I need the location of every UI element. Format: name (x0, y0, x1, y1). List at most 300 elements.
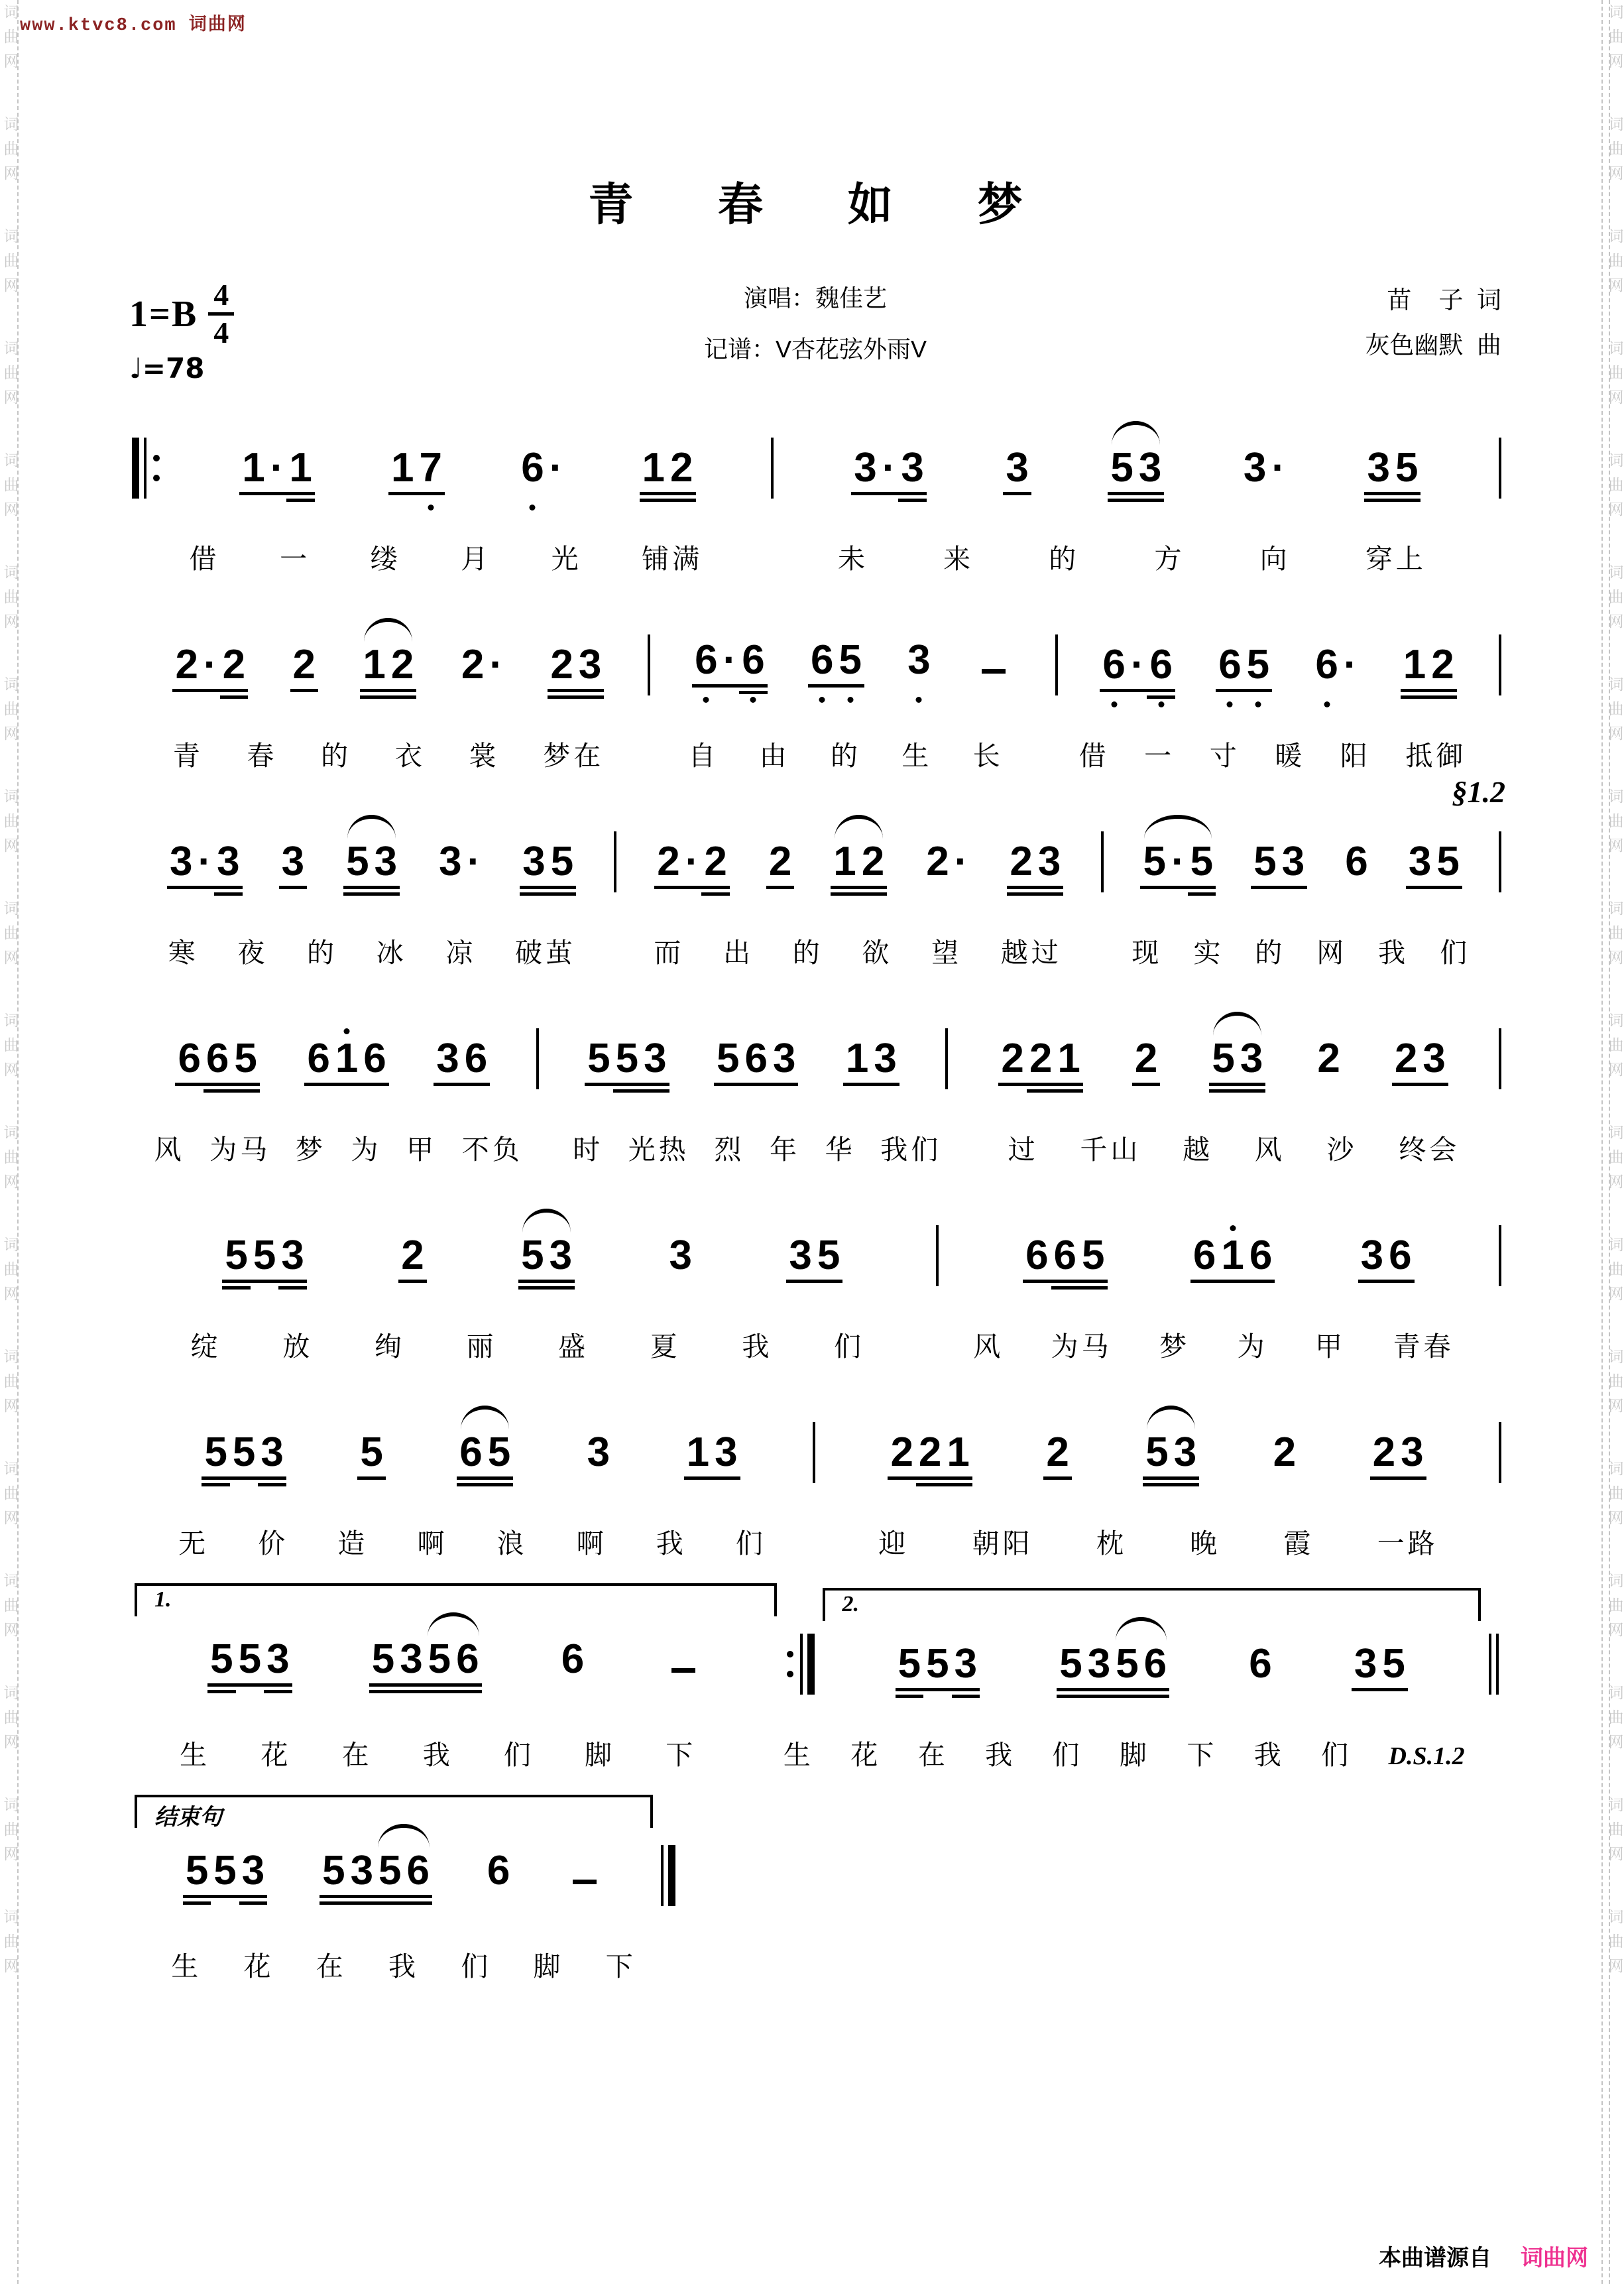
note-group (175, 1038, 259, 1079)
note: 2 (1317, 1036, 1340, 1081)
note: 3 (641, 1038, 669, 1079)
beam-line (417, 492, 445, 495)
beam-line (1428, 689, 1456, 692)
note: · (268, 448, 287, 489)
note-line (129, 1028, 1501, 1089)
beam-line (547, 1286, 575, 1290)
note: 6 (404, 1850, 432, 1892)
margin-watermark-text: 词曲网 (1606, 1236, 1624, 1310)
lyric-syllable: 我们 (880, 1134, 942, 1165)
lyric-syllable: 夏 (650, 1331, 681, 1362)
note: 2 (172, 644, 200, 686)
time-signature-numerator: 4 (208, 280, 234, 316)
note-group (357, 1429, 385, 1475)
note-group (714, 1038, 798, 1079)
measure (948, 1038, 1499, 1079)
note-group (1352, 1641, 1408, 1687)
note-line (129, 1587, 1501, 1695)
lyric-syllable: 实 (1193, 937, 1224, 968)
beam-line (202, 1476, 229, 1480)
beam-line (1190, 1280, 1218, 1283)
lyric-syllable: 自 (688, 741, 719, 771)
barline-final (661, 1845, 675, 1906)
note: · (467, 839, 481, 884)
note: 5 (236, 1639, 264, 1680)
singer-credit: 演唱：魏佳艺 (743, 284, 887, 312)
note: 1 (831, 841, 858, 882)
notation-score (129, 438, 1505, 1984)
beam-line (485, 1483, 513, 1486)
beam-line (457, 1476, 485, 1480)
note-group (831, 841, 887, 882)
lyric-syllable: 一 (280, 544, 311, 574)
note: · (880, 448, 899, 489)
lyric-syllable: 为 (1237, 1331, 1268, 1362)
note: 5 (1108, 448, 1135, 489)
lyric-measure (548, 1128, 966, 1167)
beam-line (1209, 1089, 1237, 1093)
measure (129, 1232, 936, 1278)
note-group (1392, 1038, 1448, 1079)
note: 3 (1398, 1432, 1426, 1473)
beam-line (426, 1690, 453, 1693)
note-group (548, 644, 604, 686)
beam-line (766, 886, 794, 889)
note: 6 (692, 640, 720, 681)
lyric-syllable: 霞 (1283, 1528, 1314, 1559)
note: 3 (1136, 448, 1164, 489)
note-group (1271, 1429, 1299, 1475)
lyric-syllable: 来 (943, 544, 974, 574)
beam-line (304, 1083, 332, 1086)
lyric-syllable: 我 (422, 1740, 453, 1770)
note: 3 (1279, 841, 1307, 882)
lyric-syllable: 寸 (1209, 741, 1240, 771)
beam-line (222, 1286, 250, 1290)
note: 1 (1401, 644, 1428, 686)
music-system-8 (129, 1805, 1501, 1984)
beam-line (343, 886, 371, 889)
beam-line (167, 886, 195, 889)
low-octave-dot (1324, 701, 1330, 707)
beam-line (1379, 1688, 1407, 1691)
thick-barline (668, 1845, 675, 1906)
lyric-syllable: 光热 (628, 1134, 689, 1165)
measure (939, 1232, 1499, 1278)
beam-line (376, 1901, 404, 1905)
beam-line (1141, 1695, 1169, 1698)
dash-note (982, 669, 1006, 674)
note: 3 (898, 448, 926, 489)
beam-line (1136, 499, 1164, 502)
beam-line (279, 886, 307, 889)
note: 2 (220, 644, 248, 686)
beam-line (836, 684, 864, 688)
lyricist-credit: 苗 子 词 (1387, 286, 1501, 314)
note-group (1132, 1038, 1160, 1079)
lyric-syllable: 抵御 (1405, 741, 1467, 771)
note: 5 (1434, 841, 1462, 882)
note: 5 (211, 1850, 239, 1892)
beam-line (361, 1083, 388, 1086)
note: · (1128, 644, 1147, 686)
note-group (459, 644, 506, 686)
lyric-syllable: 啊 (417, 1528, 448, 1559)
beam-line (1171, 1476, 1199, 1480)
beam-line (290, 689, 318, 692)
barline (1499, 1422, 1501, 1483)
note: 3 (434, 1038, 461, 1079)
lyric-syllable: 为马 (209, 1134, 271, 1165)
left-margin-divider (17, 0, 19, 2284)
beam-line (1244, 689, 1272, 692)
lyric-syllable: 的 (1049, 544, 1080, 574)
beam-line (1406, 886, 1434, 889)
beam-line (859, 892, 887, 896)
note: 5 (251, 1235, 278, 1276)
note: 2 (1007, 841, 1035, 882)
note-group (666, 1232, 694, 1278)
beam-line (739, 684, 767, 688)
beam-line (1113, 1688, 1141, 1691)
note: 2 (859, 841, 887, 882)
measure (129, 644, 648, 686)
note-group (1007, 841, 1063, 882)
beam-line (1188, 886, 1216, 889)
lyric-syllable: 花 (243, 1951, 274, 1982)
repeat-dots (787, 1651, 793, 1677)
note-group (1241, 445, 1288, 491)
beam-line (701, 886, 729, 889)
lyric-syllable: 们 (735, 1528, 766, 1559)
beam-line (426, 1683, 453, 1687)
lyric-measure (763, 537, 1501, 576)
lyric-measure (129, 734, 648, 773)
lyric-syllable: 甲 (1315, 1331, 1346, 1362)
lyric-syllable: 花 (850, 1740, 882, 1770)
margin-watermark-text: 词曲网 (1606, 116, 1624, 190)
lyric-syllable: 脚 (533, 1951, 564, 1982)
lyric-measure (129, 1325, 926, 1364)
note-group (1140, 841, 1216, 882)
beam-line (548, 886, 576, 889)
repeat-dots (153, 455, 160, 481)
lyric-syllable: 现 (1131, 937, 1163, 968)
low-octave-dot (916, 697, 922, 703)
beam-line (770, 1083, 798, 1086)
note: 2 (916, 1432, 944, 1473)
note-group (222, 1232, 306, 1278)
beam-line (1051, 1280, 1079, 1283)
beam-line (640, 492, 667, 495)
note-group (684, 1429, 740, 1475)
note: 6 (739, 640, 767, 681)
tempo-marking: ♩=78 (129, 352, 205, 385)
lyric-syllable: 为马 (1051, 1331, 1112, 1362)
note-group (565, 1880, 605, 1901)
beam-line (1027, 1083, 1055, 1086)
note: 5 (1209, 1038, 1237, 1079)
beam-line (1358, 1280, 1386, 1283)
beam-line (1079, 1286, 1107, 1290)
thick-barline (132, 438, 139, 499)
note-group (766, 841, 794, 882)
lyric-measure (129, 931, 615, 970)
beam-line (239, 1901, 267, 1905)
lyric-syllable: 下 (605, 1951, 636, 1982)
note-line (129, 634, 1501, 695)
beam-line (684, 1476, 712, 1480)
margin-watermark-text: 词曲网 (1, 1909, 19, 1982)
lyric-syllable: 长 (972, 741, 1004, 771)
note: 3 (1171, 1432, 1199, 1473)
margin-watermark-text: 词曲网 (1606, 340, 1624, 414)
beam-line (404, 1895, 432, 1898)
note-group (343, 841, 400, 882)
beam-line (388, 695, 416, 699)
lyric-measure (746, 1733, 1501, 1772)
song-meta (129, 280, 1501, 385)
note: 6 (487, 1847, 510, 1893)
note: 6 (1051, 1235, 1079, 1276)
beam-line (1209, 1083, 1237, 1086)
beam-line (1147, 695, 1175, 699)
note: 6 (1249, 1641, 1272, 1687)
lyric-syllable: 为 (351, 1134, 382, 1165)
lyric-syllable: 迎 (878, 1528, 909, 1559)
music-system-1 (129, 438, 1501, 576)
margin-watermark-text: 词曲网 (1, 1573, 19, 1646)
note: 7 (417, 448, 445, 489)
beam-line (898, 499, 926, 502)
note: 3 (258, 1432, 286, 1473)
note: 1 (1218, 1235, 1246, 1276)
key-signature: 1=B (129, 293, 198, 335)
measure (815, 1429, 1499, 1475)
lyric-syllable: 而 (654, 937, 685, 968)
note: 1 (843, 1038, 871, 1079)
lyric-syllable: 下 (1187, 1740, 1218, 1770)
beam-line (712, 1476, 740, 1480)
beam-line (1401, 689, 1428, 692)
high-octave-dot (1230, 1225, 1236, 1231)
transcriber-credit: 记谱：V杏花弦外雨V (703, 335, 927, 363)
note: 3 (1238, 1038, 1265, 1079)
lyric-syllable: 越 (1183, 1134, 1214, 1165)
note: 5 (376, 1850, 404, 1892)
note-group (786, 1232, 842, 1278)
beam-line (667, 492, 695, 495)
beam-line (1392, 1083, 1420, 1086)
note-group (1100, 644, 1175, 686)
low-octave-dot (703, 697, 709, 703)
beam-line (815, 1280, 842, 1283)
beam-line (640, 499, 667, 502)
tie-arc (461, 1406, 509, 1429)
beam-line (319, 1895, 347, 1898)
margin-watermark-text: 词曲网 (1606, 1573, 1624, 1646)
lyric-line (129, 931, 1501, 970)
note: 6 (304, 1038, 332, 1079)
lyric-syllable: 们 (1052, 1740, 1083, 1770)
note-group (1108, 445, 1164, 491)
lyric-syllable: 们 (1440, 937, 1471, 968)
measure (129, 1805, 658, 1901)
beam-line (369, 1690, 397, 1693)
margin-watermark-text: 词曲网 (1606, 564, 1624, 638)
beam-line (239, 492, 267, 495)
music-system-4 (129, 1028, 1501, 1167)
beam-line (520, 892, 548, 896)
note: 5 (815, 1235, 842, 1276)
beam-line (944, 1483, 972, 1486)
beam-line (1108, 499, 1135, 502)
beam-line (898, 492, 926, 495)
note: · (195, 841, 214, 882)
lyric-syllable: 借 (1078, 741, 1110, 771)
beam-line (641, 1083, 669, 1086)
low-octave-dot (1111, 701, 1117, 707)
note-group (304, 1038, 388, 1079)
lyric-syllable: 穿上 (1365, 544, 1426, 574)
beam-line (1279, 886, 1307, 889)
beam-line (183, 1895, 211, 1898)
lyric-syllable: 绽 (190, 1331, 221, 1362)
thick-barline (807, 1634, 815, 1695)
margin-watermark-text: 词曲网 (1606, 1685, 1624, 1758)
beam-line (721, 684, 740, 688)
beam-line (207, 1683, 235, 1687)
margin-watermark-text: 词曲网 (1, 340, 19, 414)
note-group (808, 636, 864, 683)
lyric-syllable: 花 (261, 1740, 292, 1770)
lyric-syllable: 春 (247, 741, 278, 771)
music-system-5 (129, 1225, 1501, 1364)
beam-line (952, 1688, 980, 1691)
lyric-syllable: 下 (666, 1740, 697, 1770)
lyric-syllable: 在 (341, 1740, 373, 1770)
beam-line (916, 1483, 944, 1486)
beam-line (520, 886, 548, 889)
beam-line (1023, 1280, 1051, 1283)
margin-watermark-text: 词曲网 (1606, 1349, 1624, 1422)
note-group (1342, 841, 1370, 882)
lyric-syllable: 脚 (585, 1740, 616, 1770)
note-group (183, 1847, 267, 1893)
beam-line (831, 886, 858, 889)
note-group (434, 1038, 490, 1079)
note-group (654, 841, 730, 882)
lyric-syllable: 梦在 (543, 741, 605, 771)
beam-line (404, 1901, 432, 1905)
lyric-syllable: 青 (172, 741, 203, 771)
margin-watermark-text: 词曲网 (1, 452, 19, 526)
beam-line (576, 695, 604, 699)
beam-line (667, 499, 695, 502)
beam-line (264, 1690, 292, 1693)
beam-line (372, 892, 400, 896)
note: 3 (278, 1235, 306, 1276)
beam-line (397, 1683, 425, 1687)
lyric-syllable: 冰 (376, 937, 407, 968)
volta-label: 1. (154, 1587, 172, 1612)
measure (539, 1038, 946, 1079)
margin-watermark-text: 词曲网 (1, 676, 19, 750)
thin-barline (144, 438, 146, 499)
note: · (683, 841, 702, 882)
note: 6 (561, 1636, 585, 1682)
beam-line (195, 886, 214, 889)
note-line (129, 1805, 678, 1906)
beam-line (613, 1089, 641, 1093)
note-group (518, 445, 565, 491)
beam-line (1428, 695, 1456, 699)
note: 5 (613, 1038, 641, 1079)
beam-line (1035, 892, 1063, 896)
note: 2 (926, 839, 949, 884)
low-octave-dot (530, 505, 536, 511)
note: 3 (348, 1850, 376, 1892)
note: 3 (1003, 448, 1031, 489)
lyric-measure (926, 1325, 1501, 1364)
note: 3 (1406, 841, 1434, 882)
margin-watermark-text: 词曲网 (1606, 1461, 1624, 1534)
note: · (201, 644, 220, 686)
note: 6 (742, 1038, 770, 1079)
beam-line (1398, 1476, 1426, 1480)
note: 3 (587, 1429, 610, 1475)
lyric-syllable: 梦 (1159, 1331, 1190, 1362)
music-system-6 (129, 1422, 1501, 1561)
note-group (585, 1038, 669, 1079)
beam-line (714, 1083, 742, 1086)
note: 6 (1247, 1235, 1275, 1276)
note-group (1401, 644, 1457, 686)
note: · (1343, 642, 1358, 688)
note: 6 (457, 1432, 485, 1473)
beam-line (1401, 695, 1428, 699)
note: 2 (290, 644, 318, 686)
lyric-syllable: 阳 (1340, 741, 1371, 771)
note: 6 (361, 1038, 388, 1079)
beam-line (1003, 492, 1031, 495)
beam-line (239, 1895, 267, 1898)
beam-line (1141, 1688, 1169, 1691)
lyric-syllable: 我 (656, 1528, 687, 1559)
measure (129, 1038, 536, 1079)
note: 2 (888, 1432, 915, 1473)
note-group (851, 445, 927, 491)
beam-line (201, 689, 220, 692)
note: 2 (1370, 1432, 1398, 1473)
note: 6 (203, 1038, 231, 1079)
lyric-syllable: 月 (461, 544, 492, 574)
lyric-syllable: 们 (1321, 1740, 1352, 1770)
lyric-syllable: 华 (825, 1134, 856, 1165)
note-line (129, 1422, 1501, 1483)
beam-line (1136, 492, 1164, 495)
beam-line (485, 1476, 513, 1480)
note-group (485, 1847, 512, 1893)
note: 3 (547, 1235, 575, 1276)
beam-line (258, 1476, 286, 1480)
lyric-syllable: 我 (742, 1331, 773, 1362)
note: 3 (851, 448, 879, 489)
measure (129, 1429, 813, 1475)
note: 5 (836, 640, 864, 681)
note: · (489, 642, 503, 688)
margin-watermark-text: 词曲网 (1606, 676, 1624, 750)
